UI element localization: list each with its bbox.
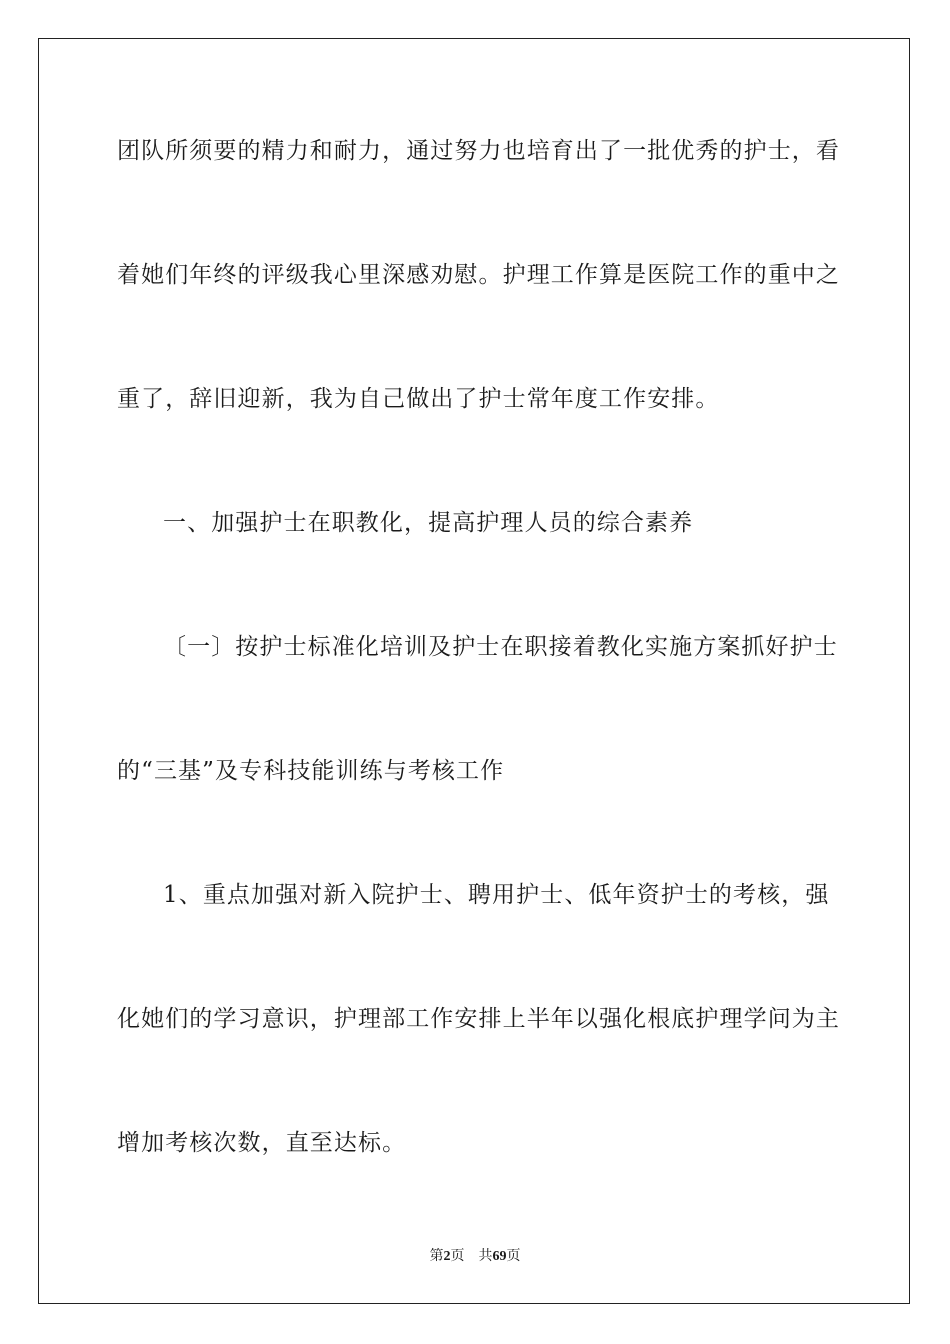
text-line-1: 团队所须要的精力和耐力，通过努力也培育出了一批优秀的护士，看: [117, 138, 840, 164]
total-pages: 69: [492, 1249, 507, 1264]
list-item-1: 1、重点加强对新入院护士、聘用护士、低年资护士的考核，强: [163, 882, 830, 908]
page-border: [38, 38, 910, 1304]
page-prefix: 第: [429, 1248, 444, 1264]
total-suffix: 页: [506, 1248, 521, 1264]
text-line-3: 重了，辞旧迎新，我为自己做出了护士常年度工作安排。: [117, 386, 720, 412]
page-suffix: 页: [450, 1248, 465, 1264]
subsection-heading-1: 〔一〕按护士标准化培训及护士在职接着教化实施方案抓好护士: [163, 634, 838, 660]
text-line-8: 化她们的学习意识，护理部工作安排上半年以强化根底护理学问为主: [117, 1006, 840, 1032]
text-line-2: 着她们年终的评级我心里深感劝慰。护理工作算是医院工作的重中之: [117, 262, 840, 288]
page-number: 2: [443, 1249, 451, 1264]
text-line-9: 增加考核次数，直至达标。: [117, 1130, 407, 1156]
section-heading-1: 一、加强护士在职教化，提高护理人员的综合素养: [163, 510, 694, 536]
page-footer: [0, 1247, 950, 1266]
total-prefix: 共: [478, 1248, 493, 1264]
text-line-6: 的“三基”及专科技能训练与考核工作: [117, 758, 505, 784]
